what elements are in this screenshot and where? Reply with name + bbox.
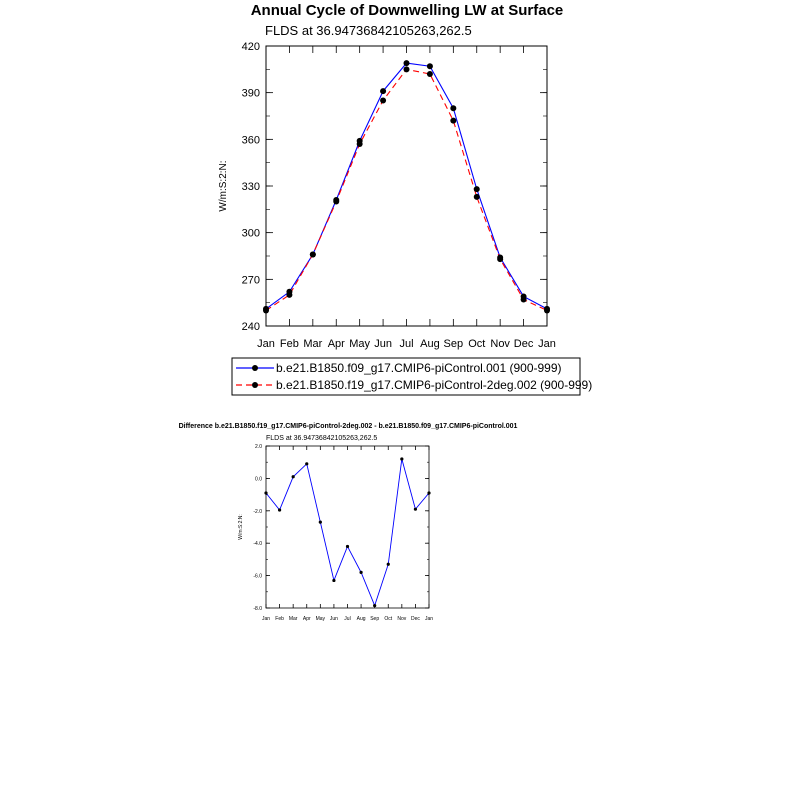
difference-ytick-label: 0.0 <box>255 476 262 483</box>
difference-ytick-label: -8.0 <box>253 606 262 612</box>
difference-y-axis <box>253 444 429 612</box>
difference-ytick-label: 2.0 <box>255 444 262 450</box>
main-series-1-point <box>474 186 480 192</box>
main-ytick-label: 330 <box>241 181 260 193</box>
difference-series-1-point <box>332 579 335 582</box>
main-xtick-label: Feb <box>279 338 299 350</box>
main-y-axis-label: W/m:S:2:N: <box>218 160 229 212</box>
main-chart-subtitle: FLDS at 36.94736842105263,262.5 <box>265 23 472 38</box>
main-plot-frame <box>266 46 547 326</box>
main-series-2-point <box>286 292 292 298</box>
main-ytick-label: 300 <box>241 227 260 240</box>
difference-xtick-label: Feb <box>275 616 284 622</box>
main-xtick-label: Nov <box>490 338 510 350</box>
difference-ytick-label: -4.0 <box>253 541 262 548</box>
main-xtick-label: Aug <box>420 338 440 350</box>
difference-series-group <box>264 457 430 607</box>
difference-xtick-label: Jan <box>424 616 434 622</box>
difference-series-1-point <box>292 475 295 478</box>
main-ytick-label: 270 <box>241 274 260 287</box>
difference-x-axis <box>262 446 433 622</box>
difference-series-1-point <box>305 462 308 465</box>
difference-xtick-label: Oct <box>384 616 393 622</box>
difference-xtick-label: Jul <box>344 616 351 622</box>
difference-xtick-label: Jan <box>261 616 271 622</box>
main-series-1-point <box>404 60 410 66</box>
difference-ytick-label: -2.0 <box>253 508 262 515</box>
main-ytick-label: 360 <box>241 134 260 147</box>
difference-xtick-label: Mar <box>288 616 298 622</box>
main-series-1-point <box>427 63 433 69</box>
main-ytick-label: 390 <box>241 87 260 100</box>
main-xtick-label: Oct <box>468 338 486 350</box>
legend <box>232 358 592 395</box>
difference-series-1-point <box>427 491 430 494</box>
main-series-2-point <box>450 118 456 124</box>
main-xtick-label: May <box>349 338 371 350</box>
main-xtick-label: Dec <box>513 338 534 350</box>
legend-label-series-2: b.e21.B1850.f19_g17.CMIP6-piControl-2deg.002 (900-999) <box>276 378 593 392</box>
main-xtick-label: Apr <box>327 338 345 350</box>
main-chart <box>218 2 563 350</box>
main-x-axis <box>257 46 556 350</box>
main-series-1-line <box>266 63 547 309</box>
main-series-1-point <box>450 105 456 111</box>
main-xtick-label: Jan <box>257 338 275 350</box>
difference-xtick-label: Aug <box>356 616 366 622</box>
difference-series-1-line <box>266 459 429 606</box>
main-series-2-point <box>310 251 316 257</box>
main-series-group <box>263 60 550 313</box>
main-series-2-point <box>333 199 339 205</box>
difference-chart-subtitle: FLDS at 36.94736842105263,262.5 <box>266 435 378 442</box>
legend-label-series-1: b.e21.B1850.f09_g17.CMIP6-piControl.001 (900-999) <box>276 361 562 375</box>
difference-xtick-label: Dec <box>410 616 420 622</box>
main-ytick-label: 420 <box>241 41 260 53</box>
difference-xtick-label: Sep <box>370 616 380 622</box>
main-series-2-point <box>263 307 269 313</box>
difference-xtick-label: Jun <box>329 616 338 622</box>
difference-chart-title: Difference b.e21.B1850.f19_g17.CMIP6-piControl-2deg.002 - b.e21.B1850.f09_g17.CMIP6-piControl.001 <box>178 423 518 430</box>
legend-marker-series-2 <box>252 382 258 388</box>
difference-series-1-point <box>264 491 267 494</box>
difference-series-1-point <box>346 545 349 548</box>
difference-series-1-point <box>359 571 362 574</box>
main-series-2-point <box>521 297 527 303</box>
difference-series-1-point <box>400 457 403 460</box>
main-series-2-point <box>474 194 480 200</box>
main-series-2-point <box>380 97 386 103</box>
difference-series-1-point <box>319 521 322 524</box>
main-xtick-label: Jul <box>399 338 414 350</box>
difference-chart <box>179 423 518 622</box>
main-series-2-point <box>427 71 433 77</box>
difference-y-axis-label: W/m:S:2:N: <box>238 514 244 540</box>
main-series-1-point <box>380 88 386 94</box>
main-series-2-point <box>404 66 410 72</box>
difference-ytick-label: -6.0 <box>253 573 262 580</box>
difference-series-1-point <box>387 563 390 566</box>
main-series-2-point <box>357 141 363 147</box>
main-chart-title: Annual Cycle of Downwelling LW at Surface <box>250 2 564 19</box>
main-series-2-point <box>544 307 550 313</box>
difference-xtick-label: Apr <box>302 616 311 622</box>
legend-marker-series-1 <box>252 365 258 371</box>
difference-xtick-label: Nov <box>397 616 407 622</box>
difference-series-1-point <box>414 508 417 511</box>
main-ytick-label: 240 <box>241 321 260 333</box>
main-xtick-label: Mar <box>303 338 323 350</box>
difference-series-1-point <box>278 508 281 511</box>
main-xtick-label: Sep <box>443 338 464 350</box>
main-series-2-line <box>266 69 547 310</box>
difference-series-1-point <box>373 604 376 607</box>
difference-xtick-label: May <box>315 616 326 622</box>
main-xtick-label: Jun <box>374 338 392 350</box>
main-series-2-point <box>497 256 503 262</box>
main-xtick-label: Jan <box>538 338 556 350</box>
